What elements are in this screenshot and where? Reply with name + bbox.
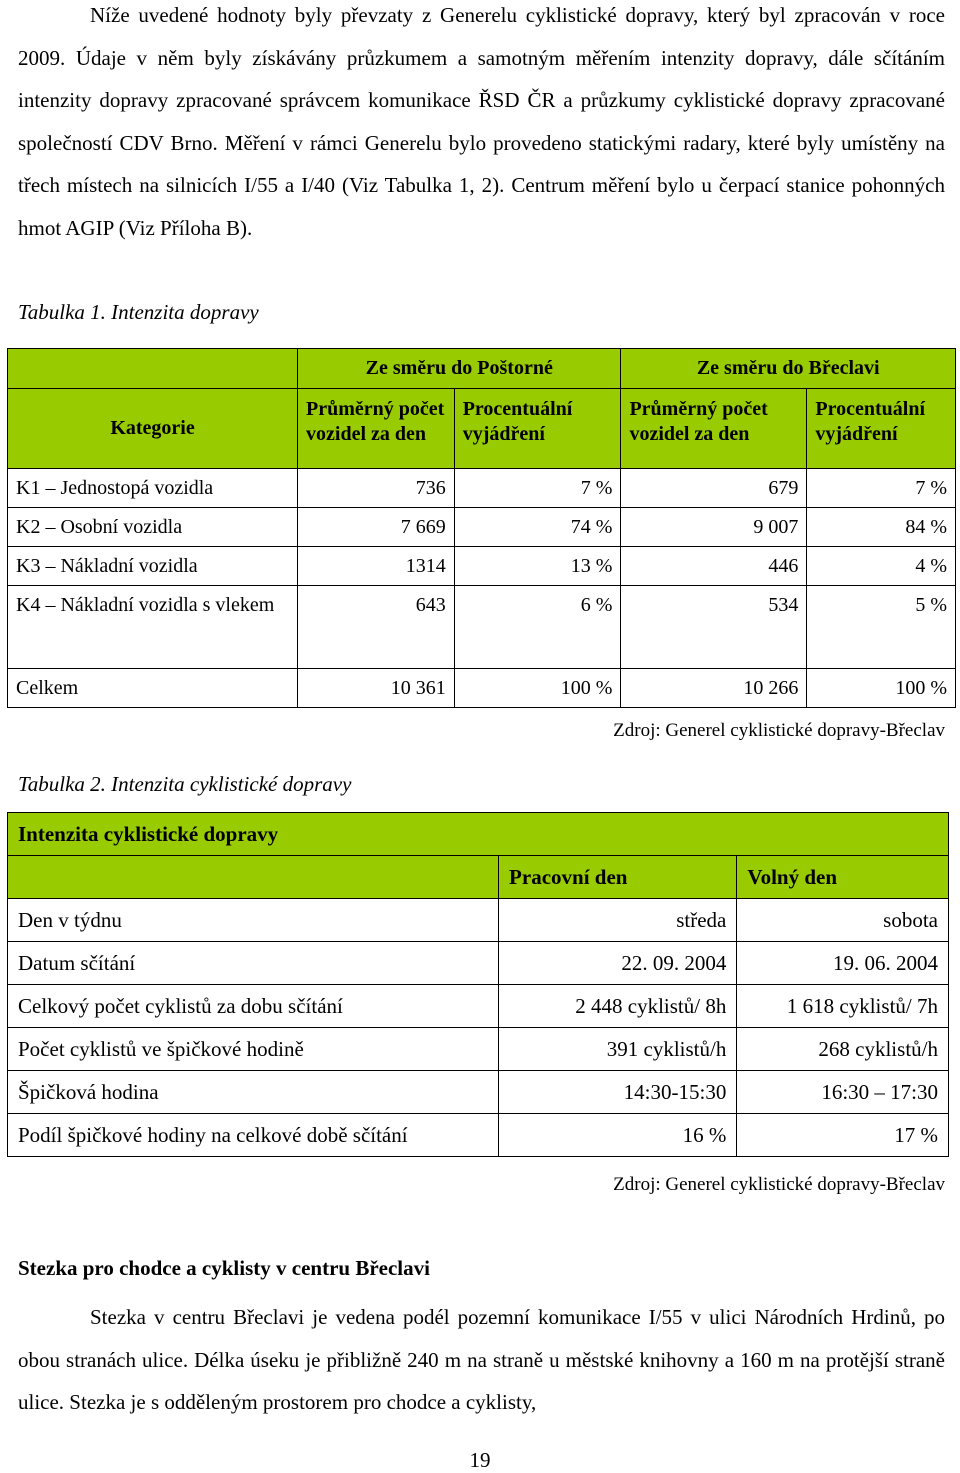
cell-value: 268 cyklistů/h [737, 1028, 949, 1071]
cell-value: 1 618 cyklistů/ 7h [737, 985, 949, 1028]
table-row [8, 469, 956, 508]
traffic-intensity-table [7, 348, 956, 708]
cell-value: 534 [621, 586, 807, 669]
table1-header-empty [8, 349, 298, 389]
cell-value: 74 % [454, 508, 621, 547]
cell-value: sobota [737, 899, 949, 942]
cell-value: 84 % [807, 508, 956, 547]
row-label: Počet cyklistů ve špičkové hodině [8, 1028, 499, 1071]
table-row [8, 586, 956, 669]
cell-value: 16:30 – 17:30 [737, 1071, 949, 1114]
cell-value: 14:30-15:30 [499, 1071, 737, 1114]
table2-source: Zdroj: Generel cyklistické dopravy-Břeclav [613, 1174, 945, 1195]
cell-value: středa [499, 899, 737, 942]
table2-col-header-workday: Pracovní den [499, 856, 737, 899]
cell-value: 100 % [807, 669, 956, 708]
section-paragraph: Stezka v centru Břeclavi je vedena podél pozemní komunikace I/55 v ulici Národních Hrdinů, po obou stranách ulice. Délka úseku je přibližně 240 m na straně u městské knihovny a 160 m na protější straně ulice. Stezka je s odděleným prostorem pro chodce a cyklisty, [18, 1305, 945, 1414]
cell-value: 7 % [454, 469, 621, 508]
cell-value: 10 266 [621, 669, 807, 708]
page-number: 19 [469, 1448, 491, 1472]
table-row [8, 1071, 949, 1114]
table2-col-header-weekend: Volný den [737, 856, 949, 899]
cell-value: 5 % [807, 586, 956, 669]
section-heading: Stezka pro chodce a cyklisty v centru Břeclavi [18, 1256, 430, 1280]
cycling-intensity-table [7, 812, 949, 1157]
table-row [8, 942, 949, 985]
cell-value: 1314 [298, 547, 455, 586]
table-row [8, 669, 956, 708]
table1-category-header: Kategorie [8, 389, 298, 469]
row-label: K2 – Osobní vozidla [8, 508, 298, 547]
row-label: Celkem [8, 669, 298, 708]
cell-value: 2 448 cyklistů/ 8h [499, 985, 737, 1028]
cell-value: 100 % [454, 669, 621, 708]
table1-source: Zdroj: Generel cyklistické dopravy-Břeclav [613, 720, 945, 741]
table2-header-empty [8, 856, 499, 899]
table1-caption: Tabulka 1. Intenzita dopravy [18, 300, 259, 324]
cell-value: 13 % [454, 547, 621, 586]
cell-value: 7 % [807, 469, 956, 508]
table-row [8, 985, 949, 1028]
row-label: Datum sčítání [8, 942, 499, 985]
cell-value: 736 [298, 469, 455, 508]
cell-value: 16 % [499, 1114, 737, 1157]
row-label: K4 – Nákladní vozidla s vlekem [8, 586, 298, 669]
row-label: K3 – Nákladní vozidla [8, 547, 298, 586]
table-row [8, 1114, 949, 1157]
table2-caption: Tabulka 2. Intenzita cyklistické dopravy [18, 772, 352, 796]
table1-group-header-postorna: Ze směru do Poštorné [298, 349, 621, 389]
table1-group-header-breclav: Ze směru do Břeclavi [621, 349, 956, 389]
table1-subheader-pct-postorna: Procentuální vyjádření [454, 389, 621, 469]
row-label: Den v týdnu [8, 899, 499, 942]
row-label: Podíl špičkové hodiny na celkové době sčítání [8, 1114, 499, 1157]
cell-value: 446 [621, 547, 807, 586]
cell-value: 6 % [454, 586, 621, 669]
cell-value: 9 007 [621, 508, 807, 547]
row-label: K1 – Jednostopá vozidla [8, 469, 298, 508]
cell-value: 22. 09. 2004 [499, 942, 737, 985]
table1-subheader-pct-breclav: Procentuální vyjádření [807, 389, 956, 469]
cell-value: 679 [621, 469, 807, 508]
table-row [8, 899, 949, 942]
row-label: Celkový počet cyklistů za dobu sčítání [8, 985, 499, 1028]
cell-value: 391 cyklistů/h [499, 1028, 737, 1071]
cell-value: 19. 06. 2004 [737, 942, 949, 985]
cell-value: 17 % [737, 1114, 949, 1157]
table-row [8, 547, 956, 586]
table-row [8, 1028, 949, 1071]
cell-value: 10 361 [298, 669, 455, 708]
cell-value: 7 669 [298, 508, 455, 547]
cell-value: 4 % [807, 547, 956, 586]
intro-paragraph: Níže uvedené hodnoty byly převzaty z Generelu cyklistické dopravy, který byl zpracován v roce 2009. Údaje v něm byly získávány průzkumem a samotným měřením intenzity dopravy, dále sčítáním intenzity dopravy zpracované správcem komunikace ŘSD ČR a průzkumy cyklistické dopravy zpracované společností CDV Brno. Měření v rámci Generelu bylo provedeno statickými radary, které byly umístěny na třech místech na silnicích I/55 a I/40 (Viz Tabulka 1, 2). Centrum měření bylo u čerpací stanice pohonných hmot AGIP (Viz Příloha B). [18, 3, 945, 240]
table1-subheader-avg-postorna: Průměrný počet vozidel za den [298, 389, 455, 469]
cell-value: 643 [298, 586, 455, 669]
table-row [8, 508, 956, 547]
table2-title: Intenzita cyklistické dopravy [8, 813, 949, 856]
table1-subheader-avg-breclav: Průměrný počet vozidel za den [621, 389, 807, 469]
row-label: Špičková hodina [8, 1071, 499, 1114]
